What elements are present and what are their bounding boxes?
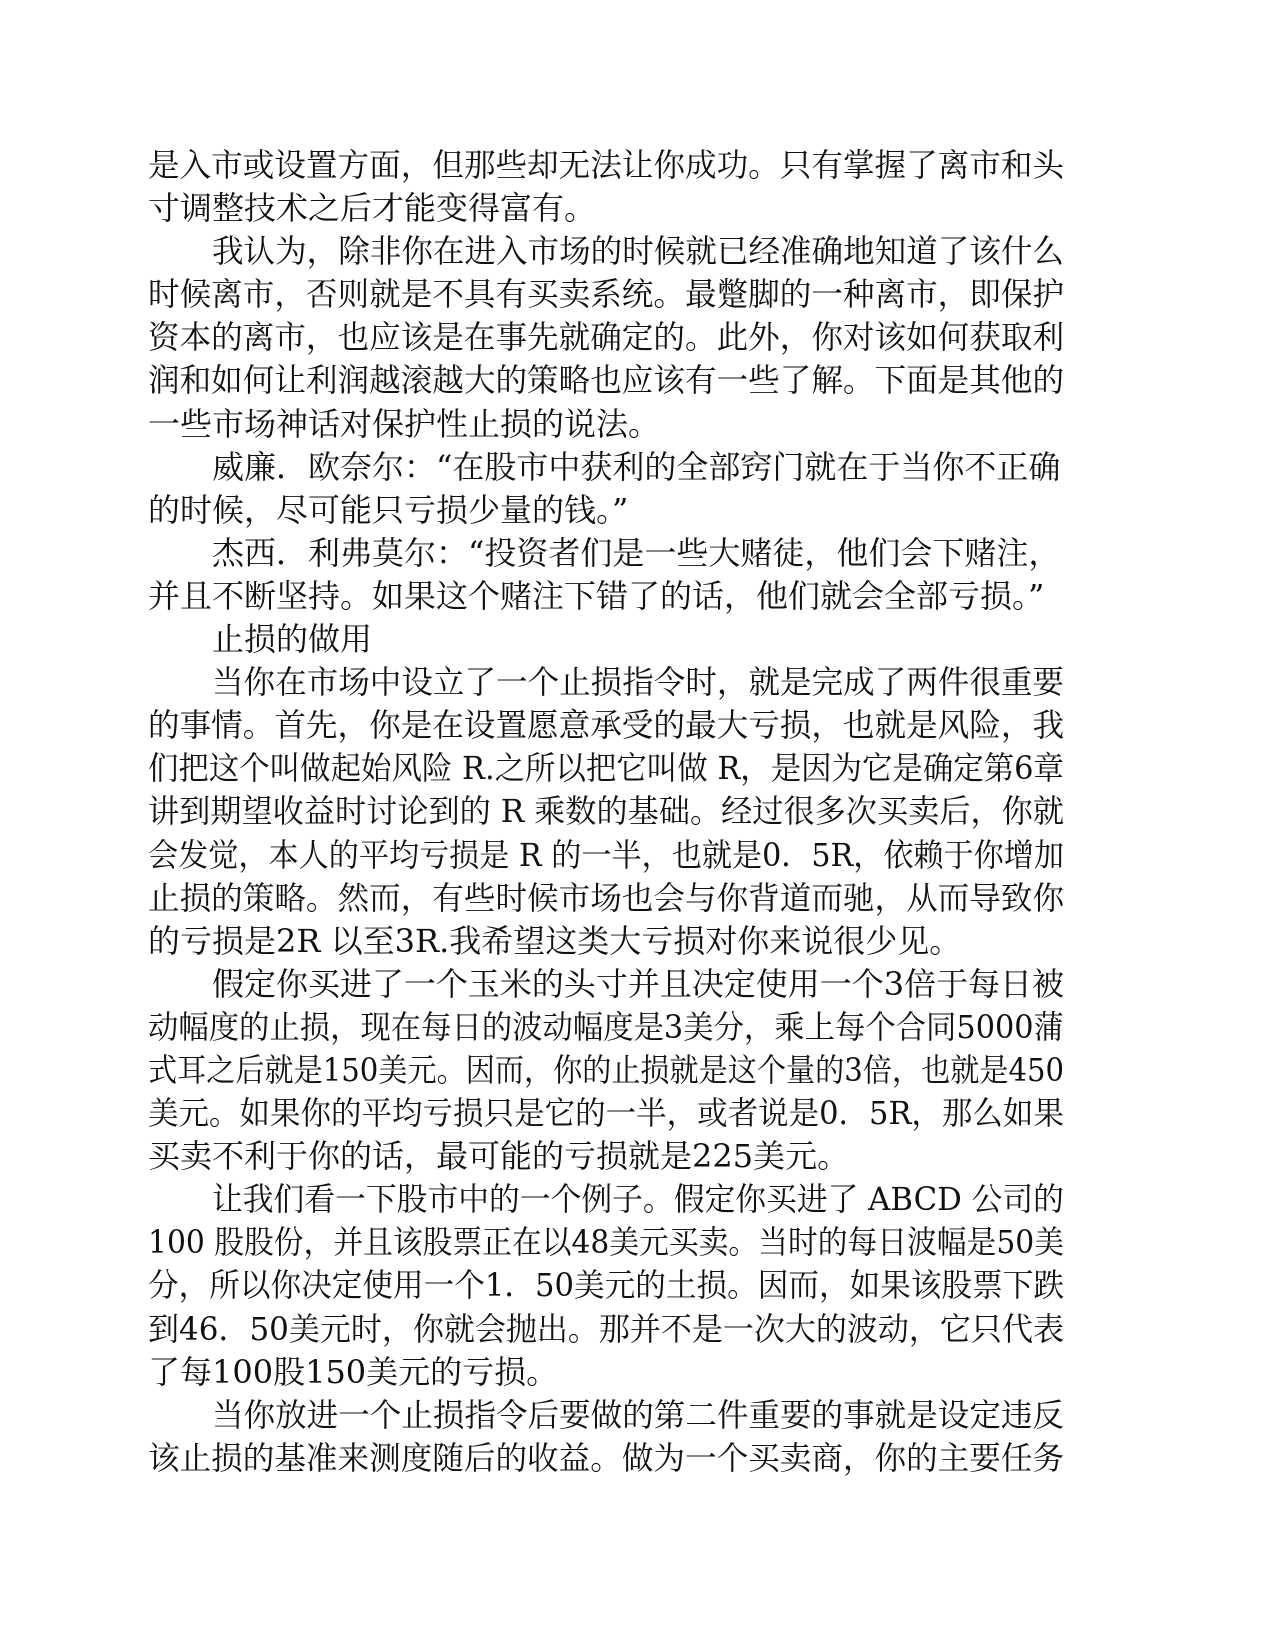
text-line: 一些市场神话对保护性止损的说法。	[148, 404, 661, 443]
text-line: 讲到期望收益时讨论到的 R 乘数的基础。经过很多次买卖后，你就	[148, 792, 1065, 831]
text-line: 止损的做用	[212, 620, 373, 659]
text-line: 美元。如果你的平均亏损只是它的一半，或者说是0．5R，那么如果	[148, 1094, 1064, 1133]
text-line: 该止损的基准来测度随后的收益。做为一个买卖商，你的主要任务	[148, 1438, 1065, 1477]
text-line: 威廉．欧奈尔：“在股市中获利的全部窍门就在于当你不正确	[212, 447, 1061, 486]
text-line: 的亏损是2R 以至3R.我希望这类大亏损对你来说很少见。	[148, 921, 962, 960]
text-line: 我认为，除非你在进入市场的时候就已经准确地知道了该什么	[212, 232, 1065, 271]
text-line: 让我们看一下股市中的一个例子。假定你买进了 ABCD 公司的	[212, 1180, 1064, 1219]
text-line: 杰西．利弗莫尔：“投资者们是一些大赌徒，他们会下赌注，	[212, 533, 1061, 572]
text-line: 资本的离市，也应该是在事先就确定的。此外，你对该如何获取利	[148, 318, 1065, 357]
text-line: 们把这个叫做起始风险 R.之所以把它叫做 R，是因为它是确定第6章	[148, 749, 1064, 788]
text-line: 止损的策略。然而，有些时候市场也会与你背道而驰，从而导致你	[148, 878, 1065, 917]
text-line: 动幅度的止损，现在每日的波动幅度是3美分，乘上每个合同5000蒲	[148, 1007, 1064, 1046]
text-line: 100 股股份，并且该股票正在以48美元买卖。当时的每日波幅是50美	[148, 1223, 1064, 1262]
text-line: 式耳之后就是150美元。因而，你的止损就是这个量的3倍，也就是450	[148, 1050, 1065, 1089]
text-line: 的时候，尽可能只亏损少量的钱。”	[148, 490, 629, 529]
text-line: 当你放进一个止损指令后要做的第二件重要的事就是设定违反	[212, 1395, 1065, 1434]
text-line: 假定你买进了一个玉米的头寸并且决定使用一个3倍于每日被	[212, 964, 1065, 1003]
text-line: 寸调整技术之后才能变得富有。	[148, 189, 597, 228]
text-line: 润和如何让利润越滚越大的策略也应该有一些了解。下面是其他的	[148, 361, 1065, 400]
text-line: 当你在市场中设立了一个止损指令时，就是完成了两件很重要	[212, 663, 1065, 702]
text-line: 并且不断坚持。如果这个赌注下错了的话，他们就会全部亏损。”	[148, 576, 1045, 615]
text-line: 分，所以你决定使用一个1．50美元的土损。因而，如果该股票下跌	[148, 1266, 1065, 1305]
text-line: 会发觉，本人的平均亏损是 R 的一半，也就是0．5R，依赖于你增加	[148, 835, 1065, 874]
text-line: 时候离市，否则就是不具有买卖系统。最蹩脚的一种离市，即保护	[148, 275, 1065, 314]
text-line: 买卖不利于你的话，最可能的亏损就是225美元。	[148, 1137, 850, 1176]
text-line: 的事情。首先，你是在设置愿意承受的最大亏损，也就是风险，我	[148, 706, 1065, 745]
text-line: 了每100股150美元的亏损。	[148, 1352, 559, 1391]
body-text	[148, 144, 1148, 1480]
text-line: 到46．50美元时，你就会抛出。那并不是一次大的波动，它只代表	[148, 1309, 1064, 1348]
text-line: 是入市或设置方面，但那些却无法让你成功。只有掌握了离市和头	[148, 146, 1065, 184]
